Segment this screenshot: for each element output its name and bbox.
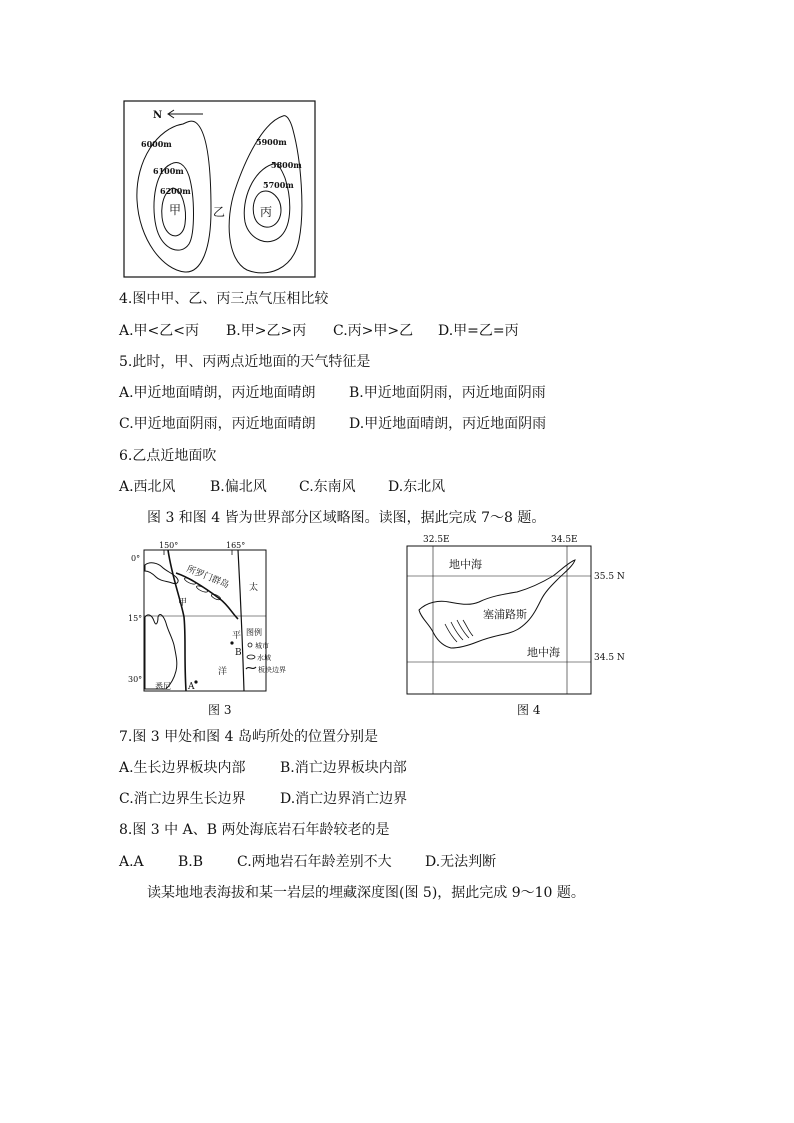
fig4-sea-bottom: 地中海 bbox=[527, 646, 560, 659]
fig4-lat-34-5: 34.5 N bbox=[594, 653, 625, 663]
contour-right-mid bbox=[244, 164, 290, 242]
q8-option-a: A.A bbox=[119, 854, 144, 870]
legend-boundary-icon bbox=[246, 667, 256, 669]
fig4-lon-32-5: 32.5E bbox=[423, 535, 450, 545]
question-8-stem: 8.图 3 中 A、B 两处海底岩石年龄较老的是 bbox=[119, 822, 390, 838]
q7-option-a: A.生长边界板块内部 bbox=[119, 760, 246, 776]
contour-label-5800: 5800m bbox=[271, 160, 302, 170]
fig3-legend-water: 水域 bbox=[257, 654, 271, 662]
q5-option-a: A.甲近地面晴朗，丙近地面晴朗 bbox=[119, 385, 316, 401]
fig4-lon-34-5: 34.5E bbox=[551, 535, 578, 545]
intro-questions-7-8: 图 3 和图 4 皆为世界部分区域略图。读图，据此完成 7～8 题。 bbox=[147, 510, 546, 526]
australia-land bbox=[145, 615, 177, 689]
question-7-stem: 7.图 3 甲处和图 4 岛屿所处的位置分别是 bbox=[119, 729, 378, 745]
fig4-caption: 图 4 bbox=[517, 703, 541, 717]
legend-city-icon bbox=[248, 643, 252, 647]
pressure-contour-figure bbox=[123, 100, 317, 280]
figure-4-map bbox=[405, 532, 633, 696]
q5-option-b: B.甲近地面阴雨，丙近地面阴雨 bbox=[349, 385, 546, 401]
q5-option-d: D.甲近地面晴朗，丙近地面阴雨 bbox=[349, 416, 547, 432]
fig3-lon-165: 165° bbox=[226, 541, 246, 550]
fig4-sea-top: 地中海 bbox=[449, 558, 482, 571]
point-jia: 甲 bbox=[169, 203, 182, 217]
contour-label-5700: 5700m bbox=[263, 180, 294, 190]
question-5-stem: 5.此时，甲、丙两点近地面的天气特征是 bbox=[119, 354, 371, 370]
fig3-label-yang: 洋 bbox=[218, 667, 228, 677]
fig3-lon-150: 150° bbox=[159, 541, 179, 550]
q7-option-d: D.消亡边界消亡边界 bbox=[280, 791, 408, 807]
q5-option-c: C.甲近地面阴雨，丙近地面晴朗 bbox=[119, 416, 316, 432]
q8-option-c: C.两地岩石年龄差别不大 bbox=[237, 854, 392, 870]
q7-option-b: B.消亡边界板块内部 bbox=[280, 760, 407, 776]
question-6-stem: 6.乙点近地面吹 bbox=[119, 448, 217, 464]
q8-option-b: B.B bbox=[178, 854, 204, 870]
cyprus-island bbox=[419, 560, 575, 648]
intro-questions-9-10: 读某地地表海拔和某一岩层的埋藏深度图(图 5)，据此完成 9～10 题。 bbox=[147, 885, 585, 901]
q4-option-c: C.丙>甲>乙 bbox=[333, 323, 414, 339]
fig3-lat-15: 15° bbox=[128, 614, 143, 623]
legend-water-icon bbox=[247, 655, 255, 659]
fig3-label-b: B bbox=[235, 648, 242, 658]
contour-label-6100: 6100m bbox=[153, 166, 184, 176]
fig3-legend-boundary: 板块边界 bbox=[258, 666, 286, 674]
north-label: N bbox=[153, 110, 163, 121]
fig3-label-a: A bbox=[188, 682, 195, 692]
fig3-label-ping: 平 bbox=[232, 631, 242, 641]
q6-option-c: C.东南风 bbox=[299, 479, 356, 495]
contour-label-6000: 6000m bbox=[141, 139, 172, 149]
fig3-caption: 图 3 bbox=[208, 703, 232, 717]
q6-option-b: B.偏北风 bbox=[210, 479, 267, 495]
contour-label-5900: 5900m bbox=[256, 137, 287, 147]
point-yi: 乙 bbox=[213, 205, 226, 219]
fig3-legend-city: 城市 bbox=[255, 642, 269, 650]
fig3-label-tai: 太 bbox=[249, 583, 259, 593]
plate-boundary-line bbox=[168, 550, 186, 691]
q6-option-d: D.东北风 bbox=[388, 479, 446, 495]
q4-option-a: A.甲<乙<丙 bbox=[119, 323, 200, 339]
q7-option-c: C.消亡边界生长边界 bbox=[119, 791, 246, 807]
q8-option-d: D.无法判断 bbox=[425, 854, 497, 870]
fig3-label-sydney: 悉尼 bbox=[155, 682, 171, 691]
fig3-label-solomon: 所罗门群岛 bbox=[184, 564, 231, 591]
point-bing: 丙 bbox=[260, 205, 273, 219]
q4-option-b: B.甲>乙>丙 bbox=[226, 323, 307, 339]
fig3-lat-30: 30° bbox=[128, 675, 143, 684]
city-marker-a bbox=[194, 680, 197, 683]
fig3-lat-0: 0° bbox=[131, 554, 141, 563]
figure-3-map bbox=[128, 537, 286, 697]
fig4-lat-35-5: 35.5 N bbox=[594, 572, 625, 582]
q4-option-d: D.甲=乙=丙 bbox=[438, 323, 519, 339]
fig4-island-label: 塞浦路斯 bbox=[483, 608, 527, 621]
fig3-legend-title: 图例 bbox=[246, 628, 262, 637]
q6-option-a: A.西北风 bbox=[119, 479, 176, 495]
question-4-stem: 4.图中甲、乙、丙三点气压相比较 bbox=[119, 291, 329, 307]
contour-label-6200: 6200m bbox=[160, 186, 191, 196]
fig3-label-jia: 甲 bbox=[178, 598, 188, 608]
